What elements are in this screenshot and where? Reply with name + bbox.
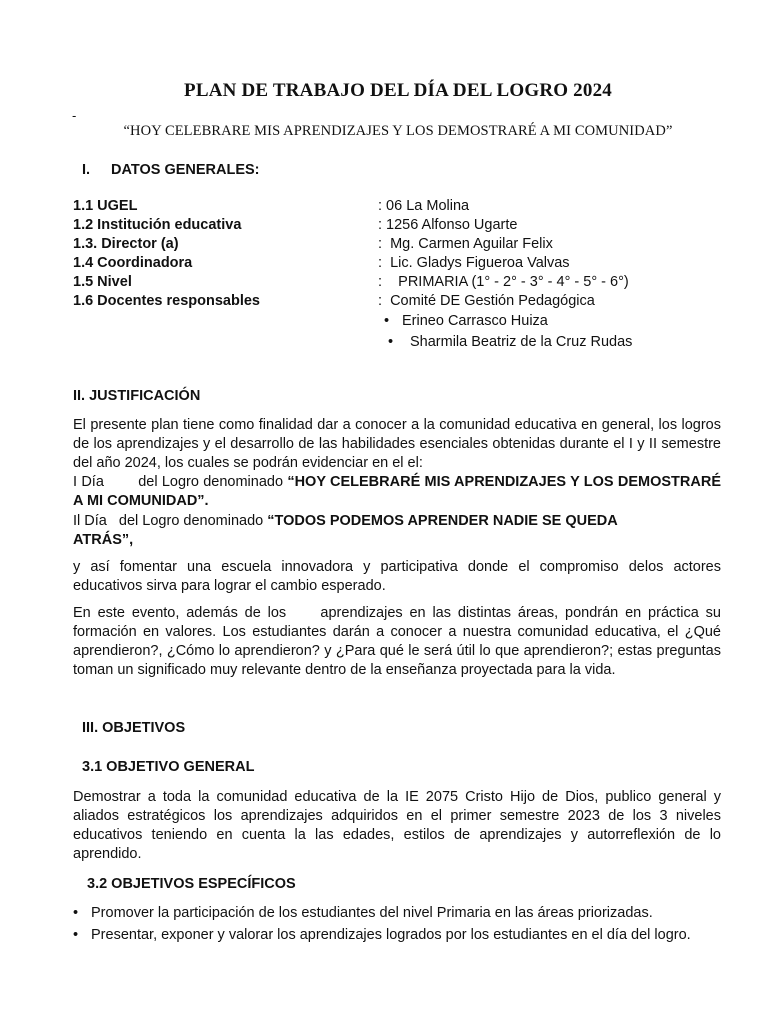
section-heading-objetivos: III. OBJETIVOS bbox=[82, 720, 186, 736]
subsection-heading-objetivo-general: 3.1 OBJETIVO GENERAL bbox=[82, 759, 255, 775]
section-number: I. bbox=[82, 162, 91, 178]
info-row-coordinadora bbox=[73, 255, 733, 274]
dia-logro-2-prefix: Il Día del Logro denominado bbox=[73, 513, 268, 529]
dia-logro-1-prefix: I Día del Logro denominado bbox=[73, 474, 288, 490]
info-label: 1.5 Nivel bbox=[73, 274, 132, 290]
list-item bbox=[384, 313, 548, 329]
info-value: : Comité DE Gestión Pedagógica bbox=[378, 293, 595, 309]
info-value: : Mg. Carmen Aguilar Felix bbox=[378, 236, 553, 252]
bullet-icon: • bbox=[73, 927, 79, 943]
document-title: PLAN DE TRABAJO DEL DÍA DEL LOGRO 2024 bbox=[184, 80, 612, 101]
dia-logro-2-name: “TODOS PODEMOS APRENDER NADIE SE QUEDA ATRÁS”, bbox=[73, 513, 618, 548]
dia-logro-1-name: “HOY CELEBRARÉ MIS APRENDIZAJES Y LOS DEMOSTRARÉ A MI COMUNIDAD”. bbox=[73, 474, 721, 509]
stray-dash: - bbox=[72, 108, 77, 123]
list-item bbox=[388, 334, 632, 350]
info-row-ugel bbox=[73, 198, 733, 217]
info-value: : PRIMARIA (1° - 2° - 3° - 4° - 5° - 6°) bbox=[378, 274, 629, 290]
objetivo-text: Promover la participación de los estudiantes del nivel Primaria en las áreas priorizadas. bbox=[91, 905, 653, 921]
info-value: : Lic. Gladys Figueroa Valvas bbox=[378, 255, 570, 271]
objetivos-especificos-list bbox=[73, 903, 721, 947]
list-item bbox=[73, 925, 721, 945]
section-heading-justificacion: II. JUSTIFICACIÓN bbox=[73, 388, 201, 404]
docente-name: Sharmila Beatriz de la Cruz Rudas bbox=[410, 334, 633, 350]
info-label: 1.3. Director (a) bbox=[73, 236, 179, 252]
objetivo-text: Presentar, exponer y valorar los aprendizajes logrados por los estudiantes en el día del logro. bbox=[91, 927, 691, 943]
evento-paragraph: En este evento, además de los aprendizajes en las distintas áreas, pondrán en práctica su formación en valores. Los estudiantes darán a conocer a nuestra comunidad educativa, el ¿Qué aprendieron?, ¿Cómo lo aprendieron? y ¿Para qué le será útil lo que aprendieron?; estas preguntas toman un significado muy relevante dentro de la enseñanza proyectada para la vida. bbox=[73, 605, 726, 678]
info-label: 1.6 Docentes responsables bbox=[73, 293, 260, 309]
info-label: 1.4 Coordinadora bbox=[73, 255, 193, 271]
docente-name: Erineo Carrasco Huiza bbox=[402, 313, 548, 329]
fomentar-paragraph: y así fomentar una escuela innovadora y participativa donde el compromiso delos actores educativos sirva para lograr el cambio esperado. bbox=[73, 559, 721, 594]
bullet-icon: • bbox=[73, 905, 79, 921]
info-row-docentes bbox=[73, 293, 733, 312]
document-subtitle: “HOY CELEBRARE MIS APRENDIZAJES Y LOS DEMOSTRARÉ A MI COMUNIDAD” bbox=[123, 123, 673, 139]
info-value: : 06 La Molina bbox=[378, 198, 470, 214]
subsection-heading-objetivos-especificos: 3.2 OBJETIVOS ESPECÍFICOS bbox=[87, 876, 296, 892]
list-item bbox=[73, 903, 721, 923]
dia-logro-1 bbox=[73, 473, 721, 511]
justificacion-paragraph: El presente plan tiene como finalidad dar a conocer a la comunidad educativa en general, los logros de los aprendizajes y el desarrollo de las habilidades esenciales obtenidas durante el I y II semestre del año 2024, los cuales se podrán evidenciar en el el: bbox=[73, 417, 721, 471]
bullet-icon: • bbox=[384, 313, 390, 329]
bullet-icon: • bbox=[388, 334, 394, 350]
info-row-director bbox=[73, 236, 733, 255]
info-row-institucion bbox=[73, 217, 733, 236]
section-title: DATOS GENERALES: bbox=[111, 162, 260, 178]
section-heading-datos-generales bbox=[82, 162, 260, 178]
objetivo-general-paragraph: Demostrar a toda la comunidad educativa de la IE 2075 Cristo Hijo de Dios, publico general y aliados estratégicos los aprendizajes adquiridos en el primer semestre 2023 de los 3 niveles educativos teniendo en cuenta la las edades, estilos de aprendizajes y autorreflexión de lo aprendido. bbox=[73, 789, 721, 862]
dia-logro-2 bbox=[73, 512, 673, 550]
info-label: 1.2 Institución educativa bbox=[73, 217, 242, 233]
info-label: 1.1 UGEL bbox=[73, 198, 138, 214]
info-value: : 1256 Alfonso Ugarte bbox=[378, 217, 518, 233]
info-row-nivel bbox=[73, 274, 733, 293]
